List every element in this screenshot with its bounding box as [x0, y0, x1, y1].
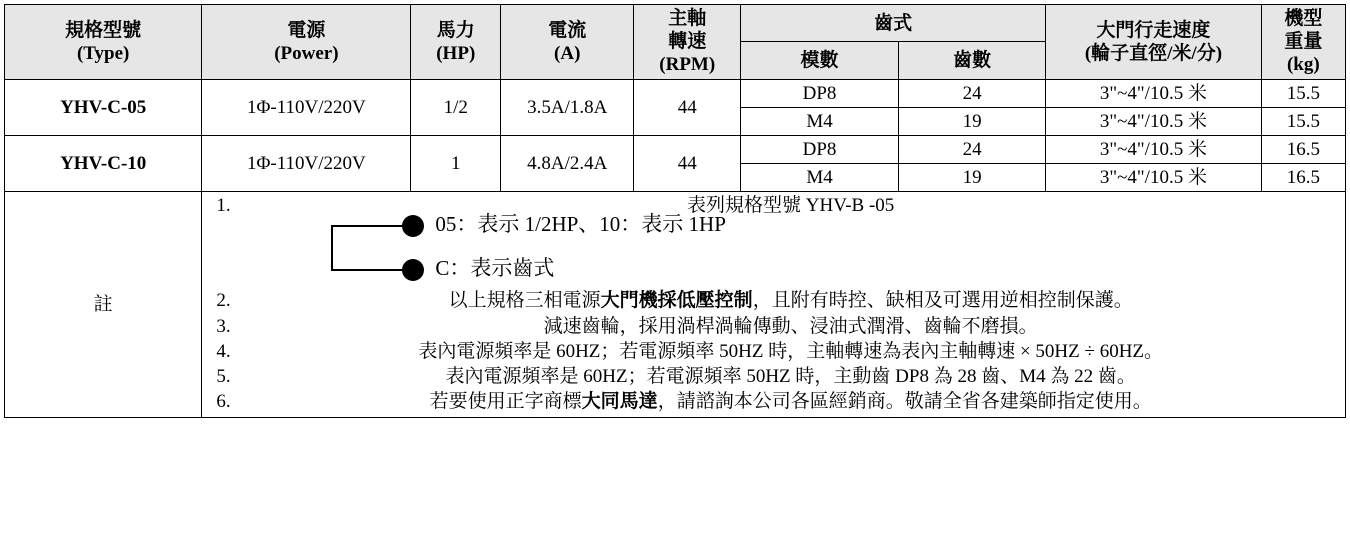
note-6-text-c: ，請諮詢本公司各區經銷商。敬請全省各建築師指定使用。	[657, 391, 1152, 413]
table-row	[5, 135, 1346, 163]
header-weight-line3: (kg)	[1286, 54, 1320, 76]
notes-label: 註	[5, 192, 202, 418]
note-6-text-b: 大同馬達	[581, 391, 658, 413]
cell-power: 1Φ-110V/220V	[202, 79, 411, 135]
note-item-3	[235, 315, 1342, 338]
note-5-text: 表內電源頻率是 60HZ；若電源頻率 50HZ 時，主動齒 DP8 為 28 齒、M4 為 22 齒。	[445, 365, 1136, 387]
notes-body	[202, 192, 1346, 418]
header-gear-group: 齒式	[741, 5, 1046, 42]
header-type-line1: 規格型號	[65, 19, 142, 41]
header-current	[501, 5, 634, 80]
branch-bottom-line	[331, 269, 403, 271]
notes-row	[5, 192, 1346, 418]
note-item-4	[235, 340, 1342, 363]
cell-rpm: 44	[634, 135, 741, 191]
table-body	[5, 79, 1346, 418]
header-weight	[1261, 5, 1345, 80]
cell-weight: 16.5	[1261, 164, 1345, 192]
branch-bottom-label: C：表示齒式	[435, 256, 555, 281]
cell-weight: 15.5	[1261, 79, 1345, 107]
note-item-6	[235, 390, 1342, 413]
table-header	[5, 5, 1346, 80]
note-item-2	[235, 289, 1342, 312]
header-rpm	[634, 5, 741, 80]
header-hp-line2: (HP)	[436, 42, 476, 64]
header-speed-line2: (輪子直徑/米/分)	[1084, 42, 1223, 64]
cell-weight: 15.5	[1261, 107, 1345, 135]
header-power-line1: 電源	[287, 19, 326, 41]
header-type	[5, 5, 202, 80]
branch-top-label: 05：表示 1/2HP、10：表示 1HP	[435, 212, 726, 237]
cell-type: YHV-C-10	[5, 135, 202, 191]
header-weight-line2: 重量	[1284, 31, 1323, 53]
cell-gear-module: DP8	[741, 135, 899, 163]
note-item-1	[235, 194, 1342, 285]
header-type-line2: (Type)	[76, 42, 130, 64]
cell-hp: 1	[411, 135, 501, 191]
header-rpm-line3: (RPM)	[659, 54, 716, 76]
header-current-line2: (A)	[554, 42, 581, 64]
cell-current: 3.5A/1.8A	[501, 79, 634, 135]
cell-gear-teeth: 24	[898, 135, 1045, 163]
note-6-text-a: 若要使用正字商標	[429, 391, 582, 413]
cell-speed: 3"~4"/10.5 米	[1046, 79, 1261, 107]
header-hp-line1: 馬力	[436, 19, 475, 41]
note-3-text: 減速齒輪，採用渦桿渦輪傳動、浸油式潤滑、齒輪不磨損。	[543, 315, 1038, 337]
cell-speed: 3"~4"/10.5 米	[1046, 107, 1261, 135]
header-power-line2: (Power)	[274, 42, 339, 64]
note-1-text: 表列規格型號 YHV-B -05	[687, 195, 895, 217]
header-rpm-line1: 主軸	[668, 8, 707, 29]
branch-bottom-bullet-icon	[402, 259, 424, 281]
header-weight-line1: 機型	[1284, 8, 1323, 29]
note-1-branch-diagram	[239, 212, 1342, 285]
header-current-line1: 電流	[548, 19, 587, 41]
branch-vertical-line	[331, 225, 333, 271]
cell-weight: 16.5	[1261, 135, 1345, 163]
note-2-text-c: ，且附有時控、缺相及可選用逆相控制保護。	[752, 290, 1133, 312]
table-row	[5, 79, 1346, 107]
cell-gear-module: DP8	[741, 79, 899, 107]
cell-type: YHV-C-05	[5, 79, 202, 135]
cell-speed: 3"~4"/10.5 米	[1046, 164, 1261, 192]
branch-top-bullet-icon	[402, 215, 424, 237]
notes-list	[205, 194, 1342, 413]
cell-current: 4.8A/2.4A	[501, 135, 634, 191]
header-row-1	[5, 5, 1346, 42]
header-rpm-line2: 轉速	[668, 31, 707, 53]
cell-speed: 3"~4"/10.5 米	[1046, 135, 1261, 163]
header-speed-line1: 大門行走速度	[1096, 19, 1211, 41]
cell-gear-teeth: 19	[898, 107, 1045, 135]
cell-gear-module: M4	[741, 164, 899, 192]
header-gear-module: 模數	[741, 42, 899, 79]
header-speed	[1046, 5, 1261, 80]
specification-table	[4, 4, 1346, 418]
cell-gear-teeth: 19	[898, 164, 1045, 192]
branch-top-line	[331, 225, 403, 227]
cell-gear-teeth: 24	[898, 79, 1045, 107]
header-power	[202, 5, 411, 80]
note-item-5	[235, 365, 1342, 388]
note-2-text-b: 大門機採低壓控制	[600, 290, 753, 312]
cell-power: 1Φ-110V/220V	[202, 135, 411, 191]
cell-rpm: 44	[634, 79, 741, 135]
header-hp	[411, 5, 501, 80]
header-gear-teeth: 齒數	[898, 42, 1045, 79]
note-2-text-a: 以上規格三相電源	[448, 290, 601, 312]
cell-gear-module: M4	[741, 107, 899, 135]
note-4-text: 表內電源頻率是 60HZ；若電源頻率 50HZ 時，主軸轉速為表內主軸轉速 × 50HZ ÷ 60HZ。	[418, 340, 1164, 362]
cell-hp: 1/2	[411, 79, 501, 135]
